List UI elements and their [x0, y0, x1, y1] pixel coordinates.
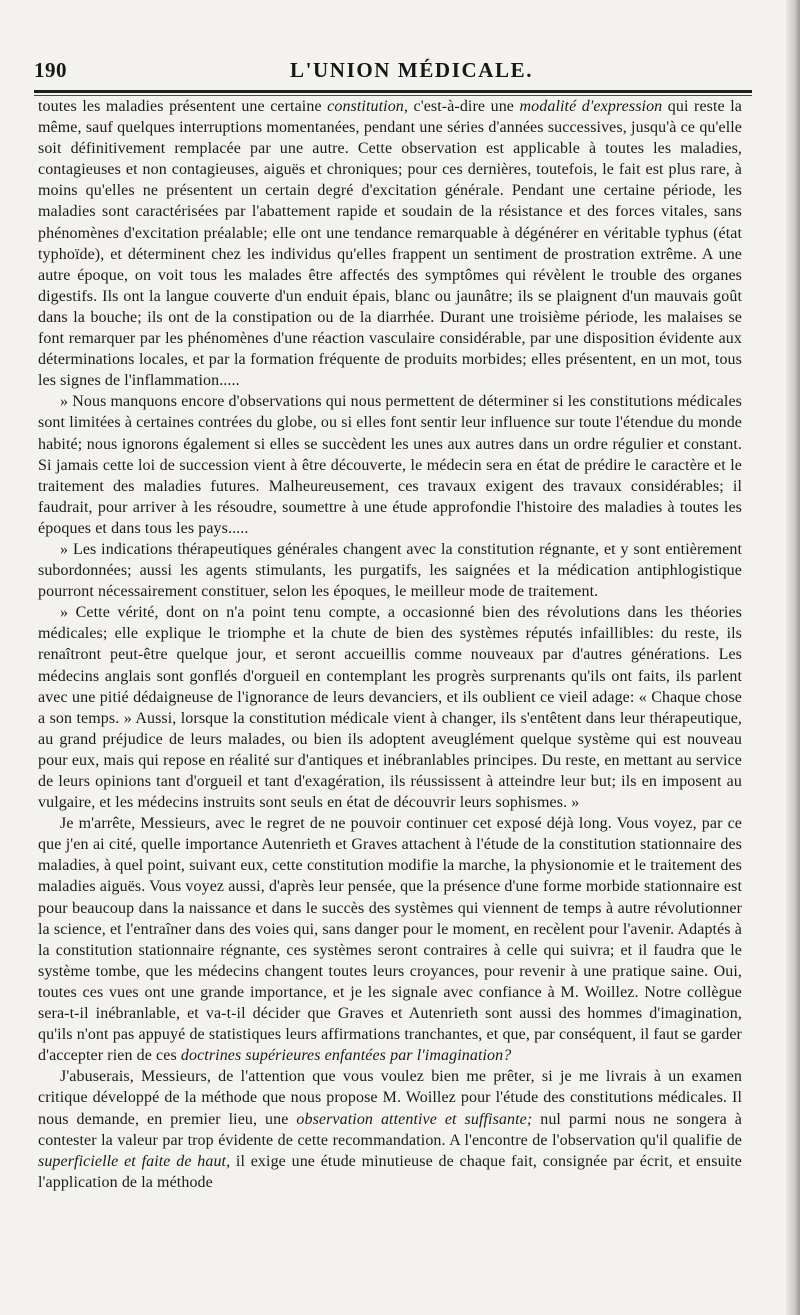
- paragraph: [38, 602, 742, 813]
- text-run: Je m'arrête, Messieurs, avec le regret de ne pouvoir continuer cet exposé déjà long. Vous voyez, par ce que j'en ai cité, quelle importance Autenrieth et Graves attachent à l'étude de la constitution stationnaire des maladies, à quel point, suivant eux, cette constitution modifie la marche, la physionomie et le traitement des maladies aiguës. Vous voyez aussi, d'après leur pensée, que la présence d'une forme morbide stationnaire est pour beaucoup dans la naissance et dans le succès des systèmes qui viennent de temps à autre révolutionner la science, et l'entraîner dans des voies qui, sans danger pour le moment, en recèlent pour l'avenir. Adaptés à la constitution stationnaire régnante, ces systèmes seront contraires à celle qui suivra; et il faudra que le système tombe, que les médecins changent toutes leurs croyances, pour revenir à une pratique saine. Oui, toutes ces vues ont une grande importance, et je les signale avec confiance à M. Woillez. Notre collègue sera-t-il inébranlable, et va-t-il décider que Graves et Autenrieth sont aussi des hommes d'imagination, qu'ils n'ont pas appuyé de statistiques leurs affirmations tranchantes, et que, par conséquent, il faut se garder d'accepter rien de ces: [38, 815, 742, 1065]
- journal-title: L'UNION MÉDICALE.: [290, 58, 534, 82]
- paragraph: [38, 813, 742, 1066]
- page-number: 190: [34, 58, 67, 82]
- text-run: J'abuserais, Messieurs, de l'attention que vous voulez bien me prêter, si je me livrais à un examen critique développé de la méthode que nous propose M. Woillez pour l'étude des constitutions médicales. Il nous demande, en premier lieu, une: [38, 1068, 742, 1128]
- page-edge-shadow: [786, 0, 800, 1315]
- text-run: » Cette vérité, dont on n'a point tenu compte, a occasionné bien des révolutions dans les théories médicales; elle explique le triomphe et la chute de bien des systèmes réputés infaillibles: du reste, ils renaîtront peut-être quelque jour, et seront accueillis comme nouveaux par d'autres générations. Les médecins anglais sont gonflés d'orgueil en contemplant les progrès surprenants qu'ils ont faits, ils parlent avec une pitié dédaigneuse de l'ignorance de leurs devanciers, et ils oublient ce vieil adage: « Chaque chose a son temps. » Aussi, lorsque la constitution médicale vient à changer, ils s'entêtent dans leur thérapeutique, au grand préjudice de leurs malades, ou bien ils adoptent aveuglément quelque système qui est nouveau pour eux, mais qui repose en réalité sur d'antiques et inébranlables principes. Du reste, en mettant au service de leurs opinions tant d'orgueil et tant d'exagération, ils réussissent à atteindre leur but; ils en imposent au vulgaire, et les médecins instruits sont seuls en état de découvrir leurs sophismes. »: [38, 604, 742, 812]
- text-run: nul parmi nous ne songera à contester la valeur par trop évidente de cette recommandation. A l'encontre de l'observation qu'il qualifie de: [38, 1110, 742, 1149]
- text-run: » Les indications thérapeutiques générales changent avec la constitution régnante, et y sont entièrement subordonnées; aussi les agents stimulants, les purgatifs, les saignées et la médication antiphlogistique pourront nécessairement constituer, selon les époques, le meilleur mode de traitement.: [38, 540, 742, 601]
- italic-run: doctrines supérieures enfantées par l'imagination?: [180, 1047, 512, 1065]
- italic-run: superficielle et faite de haut,: [38, 1152, 231, 1170]
- text-run: il exige une étude minutieuse de chaque fait, consignée par écrit, et ensuite l'application de la méthode: [38, 1152, 742, 1191]
- text-run: qui reste la même, sauf quelques interruptions momentanées, pendant une séries d'années successives, jusqu'à ce qu'elle soit définitivement remplacée par une autre. Cette observation est applicable à toutes les maladies, contagieuses et non contagieuses, aiguës et chroniques; pour ces dernières, toutefois, le fait est plus rare, à moins qu'elles ne présentent un certain degré d'excitation générale. Pendant une certaine période, les maladies sont caractérisées par l'abattement rapide et soudain de la résistance et des forces vitales, sans phénomènes d'excitation préalable; elle ont une tendance remarquable à dégénérer en véritable typhus (état typhoïde), et déterminent chez les individus qu'elles frappent un sentiment de prostration extrême. A une autre époque, on voit tous les malades être affectés des symptômes qui révèlent le trouble des organes digestifs. Ils ont la langue couverte d'un enduit épais, blanc ou jaunâtre; ils se plaignent d'un mauvais goût dans la bouche; ils ont de la constipation ou de la diarrhée. Durant une troisième période, les malaises se font remarquer par les phénomènes d'une réaction vasculaire considérable, par une disposition évidente aux déterminations locales, et par la formation fréquente de produits morbides; elles présentent, en un mot, tous les signes de l'inflammation.....: [38, 98, 742, 390]
- paragraph: [38, 539, 742, 602]
- paragraph: [38, 1066, 742, 1193]
- text-run: toutes les maladies présentent une certaine: [38, 98, 328, 115]
- italic-run: constitution,: [327, 98, 409, 115]
- article-body: [38, 96, 742, 1193]
- italic-run: observation attentive et suffisante;: [296, 1110, 533, 1128]
- text-run: c'est-à-dire une: [408, 98, 520, 115]
- paragraph: [38, 96, 742, 391]
- italic-run: modalité d'expression: [519, 98, 663, 115]
- text-run: » Nous manquons encore d'observations qui nous permettent de déterminer si les constitutions médicales sont limitées à certaines contrées du globe, ou si elles font sentir leur influence sur toute l'étendue du monde habité; nous ignorons également si elles se succèdent les unes aux autres dans un ordre régulier et constant. Si jamais cette loi de succession vient à être découverte, le médecin sera en état de prédire le caractère et le traitement des maladies futures. Malheureusement, ces travaux exigent des travaux considérables; il faudrait, pour arriver à les résoudre, soumettre à une étude approfondie l'histoire des maladies à toutes les époques et dans tous les pays.....: [38, 393, 742, 537]
- running-header: [34, 58, 744, 82]
- header-rule: [34, 90, 752, 93]
- paragraph: [38, 391, 742, 539]
